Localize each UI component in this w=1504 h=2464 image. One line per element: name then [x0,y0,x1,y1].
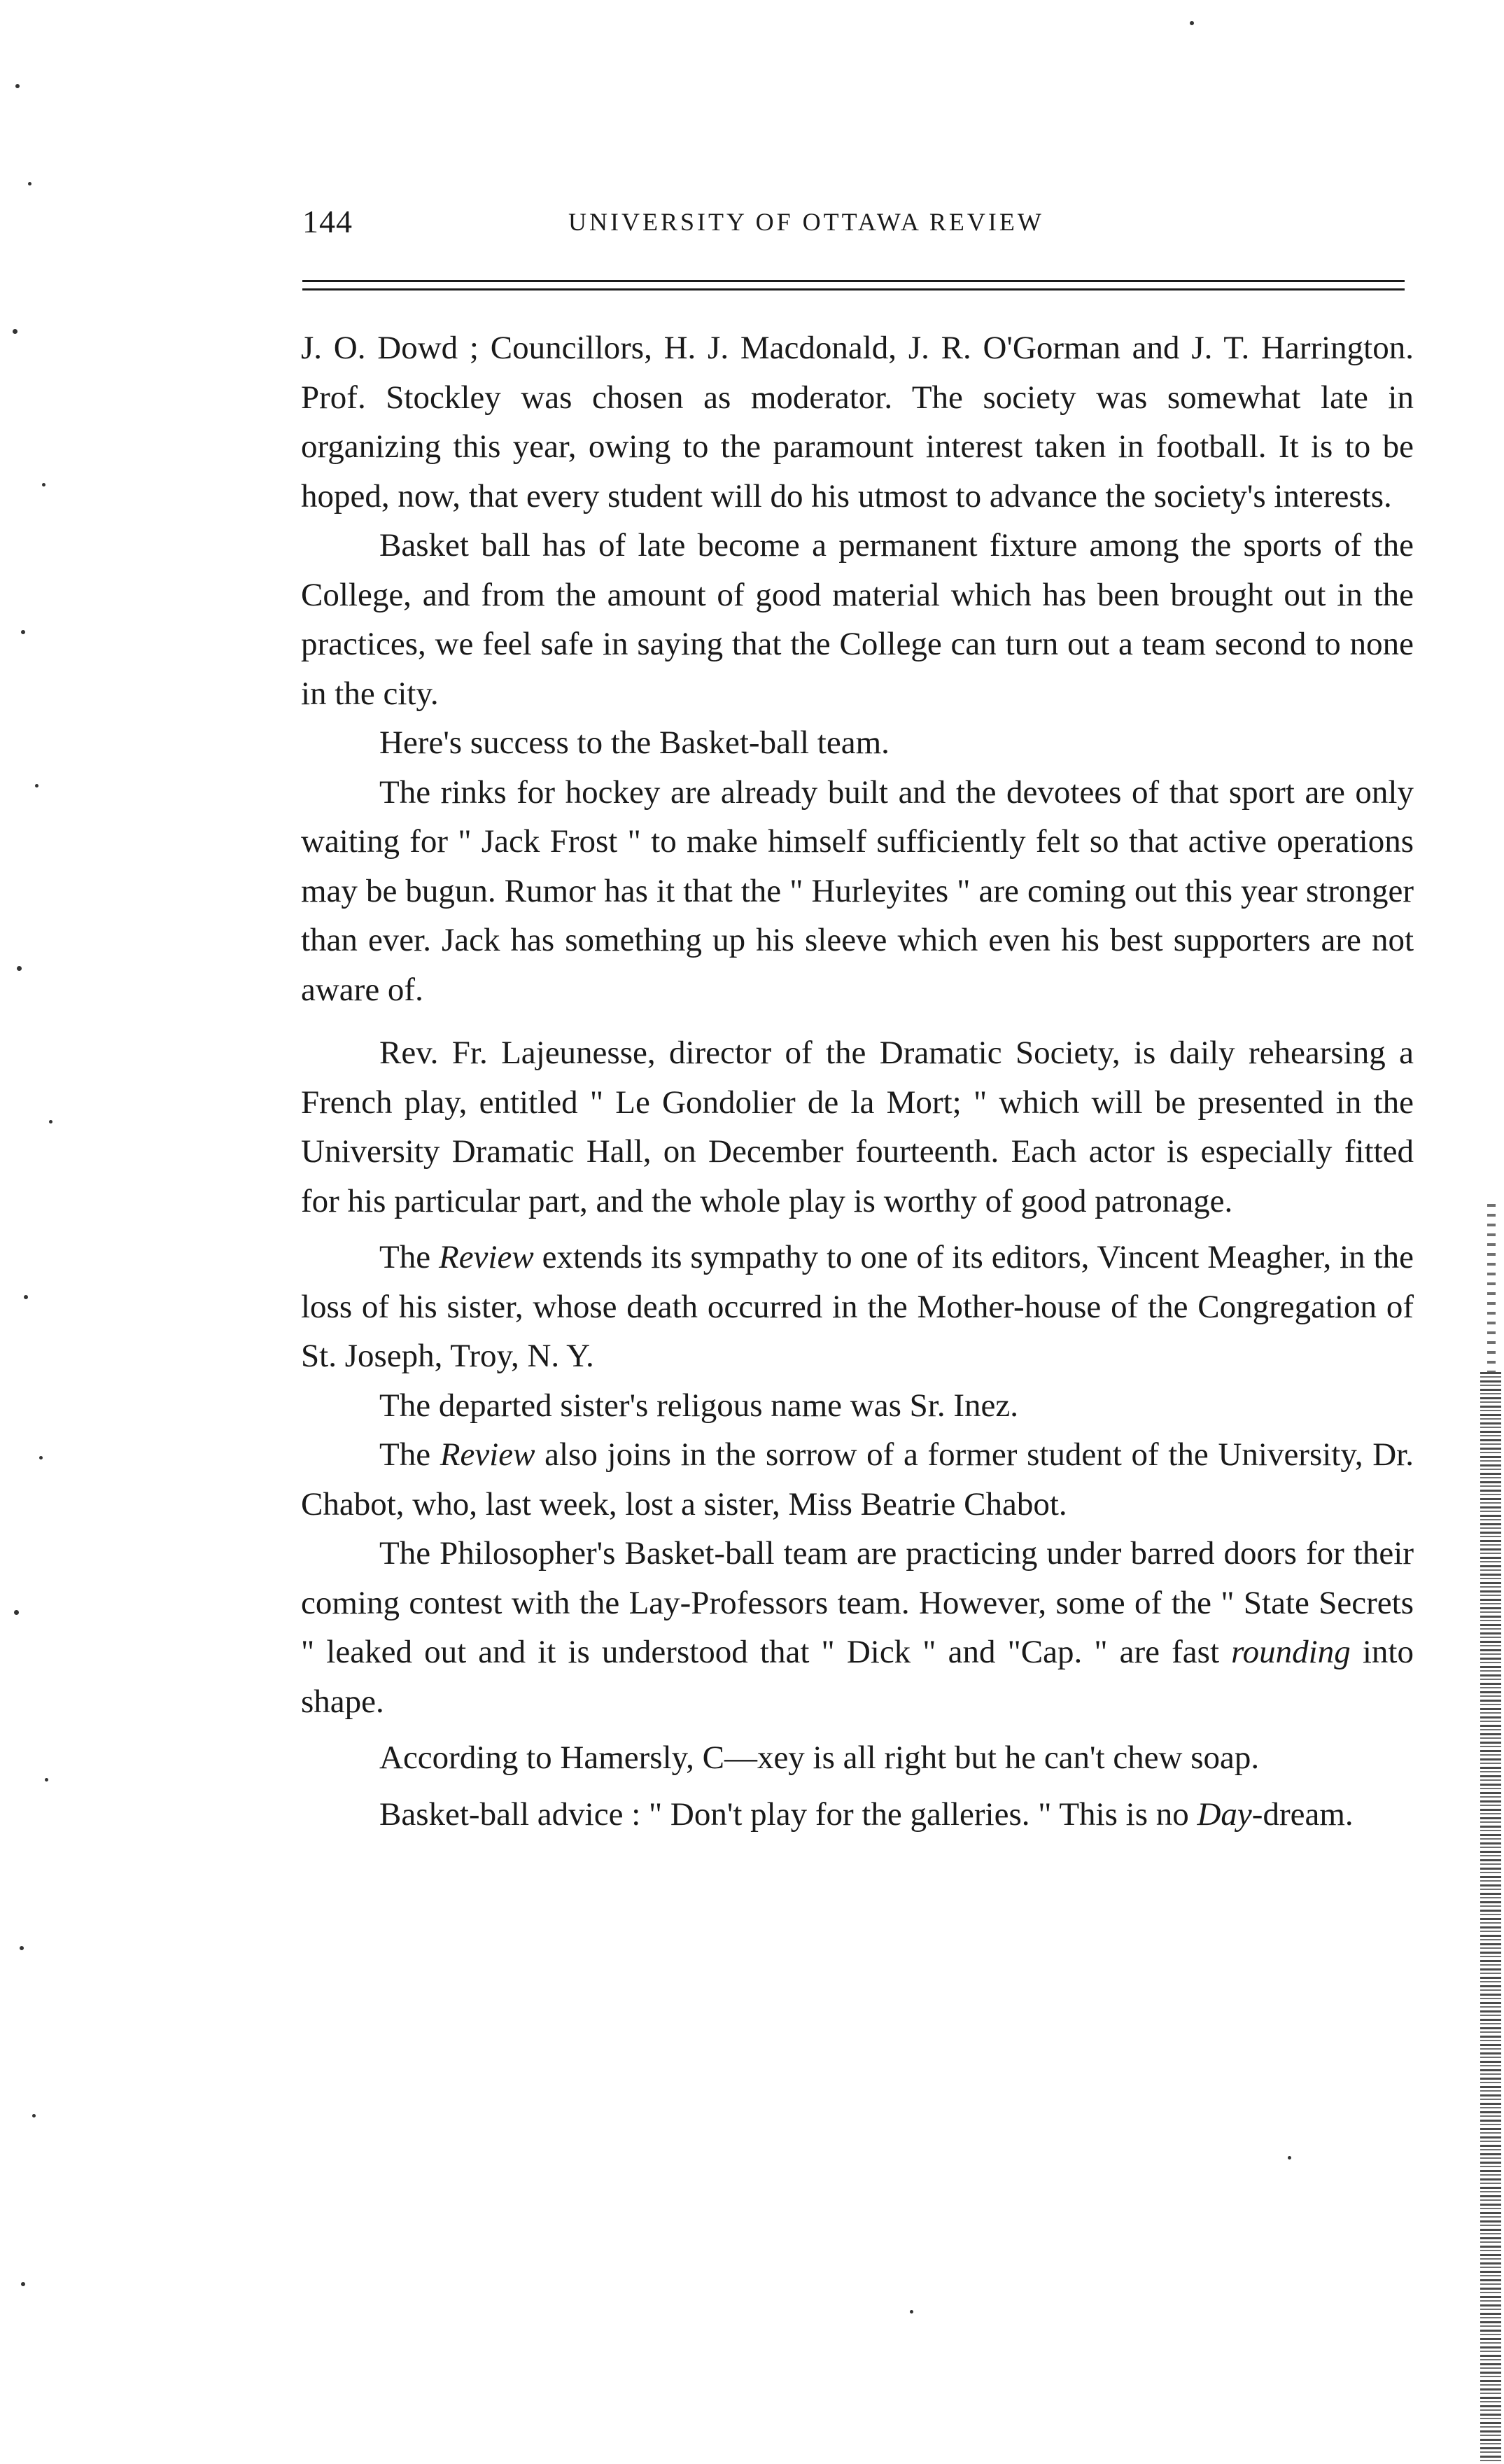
paragraph-chabot [301,1430,1414,1529]
scan-speck [21,630,25,634]
page-edge-artifact [1480,1372,1501,2464]
scan-speck [24,1295,28,1299]
review-title: Review [438,1239,534,1275]
scan-speck [28,182,31,186]
scan-speck [20,1946,24,1950]
sympathy-text: extends its sympathy to one of its editors, Vincent Meagher, in the loss of his sister, whose death occurred in the Mother-house of the Congregation of St. Joseph, Troy, N. Y. [301,1239,1414,1374]
scan-speck [13,329,17,334]
paragraph-hamersly: According to Hamersly, C—xey is all right but he can't chew soap. [379,1740,1260,1776]
scan-speck [49,1120,52,1124]
scan-speck [32,2114,36,2118]
review-title: Review [440,1436,535,1473]
philosophers-text-a: The Philosopher's Basket-ball team are practicing under barred doors for their coming contest with the Lay-Professors team. However, some of the " State Secrets " leaked out and it is understood that " Dick " and "Cap. " are fast [301,1535,1414,1670]
scan-speck [42,483,45,486]
philosophers-italic: rounding [1231,1634,1351,1670]
advice-text-b: -dream. [1251,1795,1354,1833]
page-edge-artifact [1487,1204,1496,1372]
header-rule-top [302,280,1405,282]
paragraph-basket-ball: Basket ball has of late become a permanent fixture among the sports of the College, and from the amount of good material which has been brought out in the practices, we feel safe in saying that the College can turn out a team second to none in the city. [301,527,1414,712]
paragraph-sympathy [301,1233,1414,1381]
advice-text-a: Basket-ball advice : " Don't play for the galleries. " This is no [379,1795,1197,1833]
header-rule-bottom [302,288,1405,290]
paragraph-philosophers-team [301,1529,1414,1726]
scan-speck [1190,21,1194,25]
page-number: 144 [302,204,353,239]
running-title: UNIVERSITY OF OTTAWA REVIEW [568,208,1044,236]
paragraph-dramatic-society: Rev. Fr. Lajeunesse, director of the Dramatic Society, is daily rehearsing a French play, entitled " Le Gondolier de la Mort; " which will be presented in the University Dramatic Hall, on December fourteenth. Each actor is especially fitted for his particular part, and the whole play is worthy of good patronage. [301,1035,1414,1219]
scan-speck [17,966,22,971]
scan-speck [39,1456,43,1460]
scan-speck [1288,2156,1291,2160]
sympathy-prefix: The [379,1239,439,1275]
scan-speck [35,784,38,788]
page-header [302,203,1408,245]
philosophers-text-b: into shape. [301,1634,1414,1720]
paragraph-basket-ball-advice [301,1790,1414,1840]
paragraph-society-officers: J. O. Dowd ; Councillors, H. J. Macdonald, J. R. O'Gorman and J. T. Harrington. Prof. Stockley was chosen as moderator. The society was somewhat late in organizing this year, owing to the paramount interest taken in football. It is to be hoped, now, that every student will do his utmost to advance the society's interests. [301,330,1414,514]
chabot-prefix: The [379,1436,440,1473]
chabot-text: also joins in the sorrow of a former student of the University, Dr. Chabot, who, last week, lost a sister, Miss Beatrie Chabot. [301,1436,1414,1522]
paragraph-success: Here's success to the Basket-ball team. [379,724,890,761]
scan-speck [15,84,20,88]
paragraph-hockey-rinks: The rinks for hockey are already built and the devotees of that sport are only waiting for " Jack Frost " to make himself sufficiently felt so that active operations may be bugun. Rumor has it that the " Hurleyites " are coming out this year stronger than ever. Jack has something up his sleeve which even his best supporters are not aware of. [301,774,1414,1008]
scan-speck [14,1610,19,1615]
article-body [301,323,1414,1839]
scan-speck [910,2310,913,2314]
paragraph-religious-name: The departed sister's religous name was Sr. Inez. [379,1387,1018,1424]
scan-speck [45,1778,48,1782]
advice-italic: Day [1197,1795,1252,1833]
scan-speck [21,2282,25,2286]
